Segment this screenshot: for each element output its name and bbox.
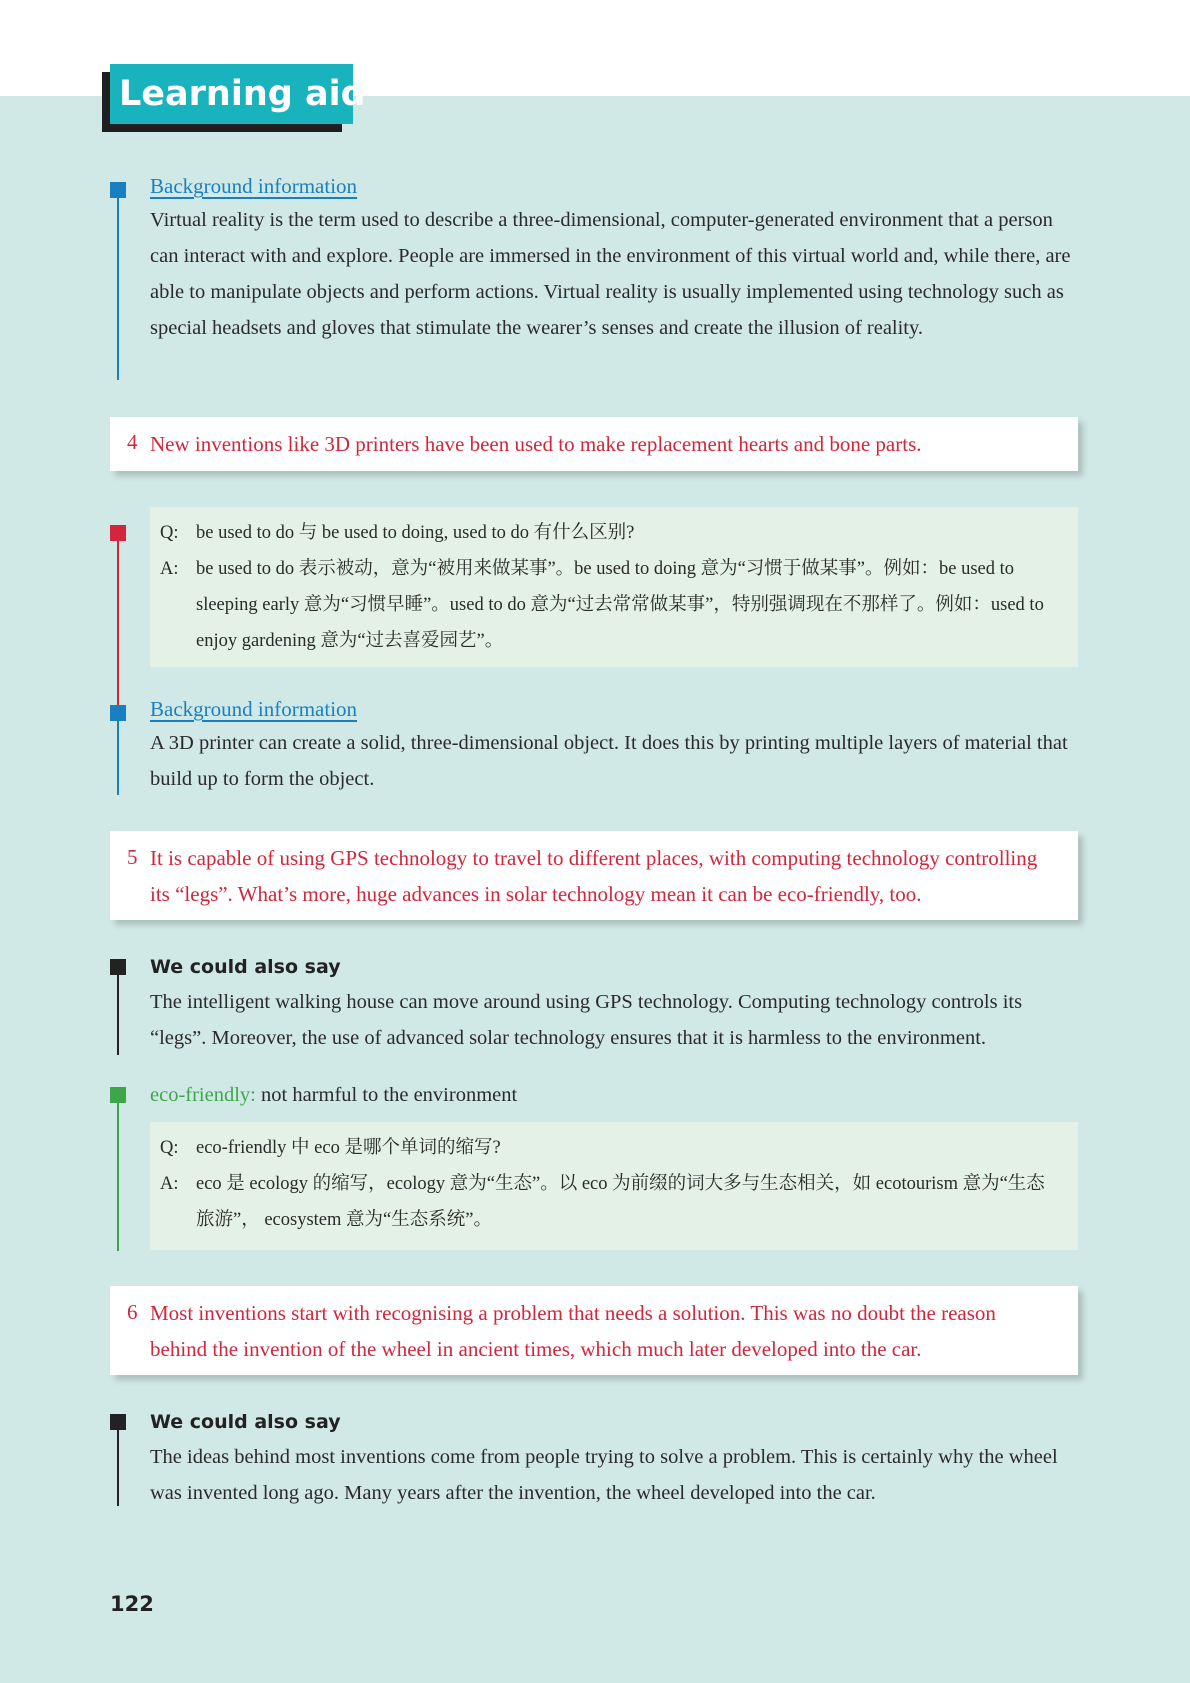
key-sentence-box <box>110 1286 1078 1375</box>
alternative-text: The intelligent walking house can move around using GPS technology. Computing technology controls its “legs”. Moreover, the use of advanced solar technology ensures that it is harmless to the environment. <box>150 991 1023 1049</box>
page-title: Learning aid <box>110 64 353 124</box>
black-square-marker <box>110 959 126 975</box>
blue-vertical-rule <box>117 721 119 795</box>
background-info-heading[interactable]: Background information <box>150 174 358 198</box>
qa-answer <box>160 551 1058 659</box>
blue-square-marker <box>110 182 126 198</box>
vocabulary-note <box>150 1077 517 1113</box>
blue-vertical-rule <box>117 198 119 380</box>
green-vertical-rule <box>117 1103 119 1251</box>
alternative-expression-section <box>110 956 1090 1055</box>
alternative-expression-section <box>110 1411 1090 1506</box>
black-vertical-rule <box>117 1430 119 1506</box>
question-label: Q: <box>160 523 179 543</box>
question-text: be used to do 与 be used to doing, used to do 有什么区别? <box>196 523 635 543</box>
vocabulary-term: eco-friendly: <box>150 1084 256 1106</box>
black-vertical-rule <box>117 975 119 1055</box>
qa-box <box>150 1122 1078 1250</box>
alternative-heading: We could also say <box>150 1411 341 1433</box>
answer-text: eco 是 ecology 的缩写，ecology 意为“生态”。以 eco 为前缀的词大多与生态相关，如 ecotourism 意为“生态旅游”， ecosystem 意为“生态系统”。 <box>196 1174 1045 1230</box>
key-sentence-box <box>110 417 1078 471</box>
background-info-text: A 3D printer can create a solid, three-dimensional object. It does this by printing multiple layers of material that build up to form the object. <box>150 732 1068 790</box>
key-sentence-number: 6 <box>127 1300 138 1324</box>
key-sentence-box <box>110 831 1078 920</box>
answer-label: A: <box>160 559 179 579</box>
blue-square-marker <box>110 705 126 721</box>
key-sentence-text: It is capable of using GPS technology to travel to different places, with computing technology controlling its “legs”. What’s more, huge advances in solar technology mean it can be eco-friendly, too. <box>150 846 1038 906</box>
key-sentence-text: New inventions like 3D printers have been used to make replacement hearts and bone parts. <box>150 432 922 456</box>
qa-answer <box>160 1166 1058 1238</box>
key-sentence-number: 5 <box>127 845 138 869</box>
background-info-section <box>110 697 1090 795</box>
background-info-heading[interactable]: Background information <box>150 697 358 721</box>
background-info-text: Virtual reality is the term used to describe a three-dimensional, computer-generated environment that a person can interact with and explore. People are immersed in the environment of this virtual world and, while there, are able to manipulate objects and perform actions. Virtual reality is usually implemented using technology such as special headsets and gloves that stimulate the wearer’s senses and create the illusion of reality. <box>150 209 1071 339</box>
alternative-text: The ideas behind most inventions come from people trying to solve a problem. This is certainly why the wheel was invented long ago. Many years after the invention, the wheel developed into the car. <box>150 1446 1058 1504</box>
red-square-marker <box>110 525 126 541</box>
red-vertical-rule <box>117 541 119 706</box>
key-sentence-text: Most inventions start with recognising a problem that needs a solution. This was no doubt the reason behind the invention of the wheel in ancient times, which much later developed into the car. <box>150 1301 996 1361</box>
vocabulary-definition: not harmful to the environment <box>255 1084 518 1106</box>
answer-label: A: <box>160 1174 179 1194</box>
question-text: eco-friendly 中 eco 是哪个单词的缩写? <box>196 1138 501 1158</box>
red-marker-rail <box>110 525 140 707</box>
key-sentence-number: 4 <box>127 430 138 454</box>
background-info-section <box>110 174 1090 380</box>
qa-question <box>160 1130 1058 1166</box>
green-marker-rail <box>110 1087 140 1251</box>
qa-question <box>160 515 1058 551</box>
answer-text: be used to do 表示被动，意为“被用来做某事”。be used to doing 意为“习惯于做某事”。例如：be used to sleeping early 意为“习惯早睡”。used to do 意为“过去常常做某事”，特别强调现在不那样了。例如：used to enjoy gardening 意为“过去喜爱园艺”。 <box>196 559 1044 651</box>
alternative-heading: We could also say <box>150 956 341 978</box>
qa-box <box>150 507 1078 667</box>
green-square-marker <box>110 1087 126 1103</box>
black-square-marker <box>110 1414 126 1430</box>
question-label: Q: <box>160 1138 179 1158</box>
page-number: 122 <box>110 1592 154 1616</box>
